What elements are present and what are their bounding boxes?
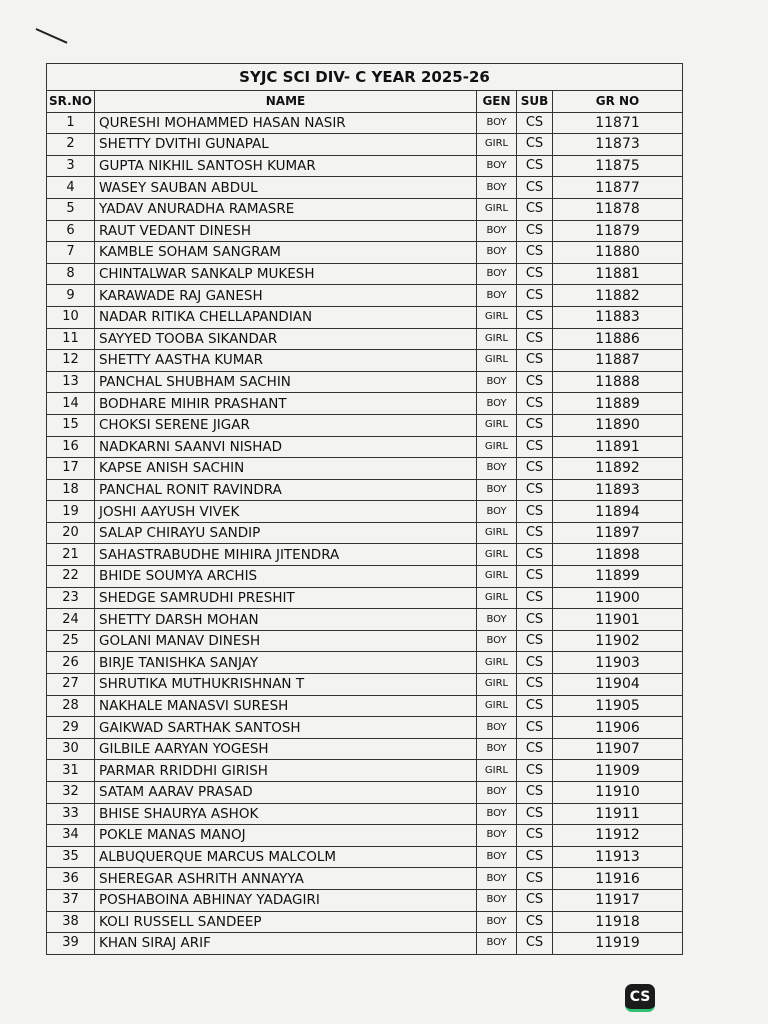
sr-no-cell: 26 [47, 652, 95, 674]
name-cell: GILBILE AARYAN YOGESH [95, 738, 477, 760]
table-row [47, 350, 683, 372]
name-cell: SATAM AARAV PRASAD [95, 782, 477, 804]
sr-no-cell: 38 [47, 911, 95, 933]
sr-no-cell: 24 [47, 609, 95, 631]
header-sr-no: SR.NO [47, 91, 95, 113]
subject-cell: CS [517, 414, 553, 436]
header-row [47, 91, 683, 113]
sr-no-cell: 25 [47, 630, 95, 652]
name-cell: NADKARNI SAANVI NISHAD [95, 436, 477, 458]
gender-cell: BOY [477, 825, 517, 847]
subject-cell: CS [517, 350, 553, 372]
gr-no-cell: 11901 [553, 609, 683, 631]
gr-no-cell: 11898 [553, 544, 683, 566]
gr-no-cell: 11899 [553, 566, 683, 588]
table-row [47, 782, 683, 804]
name-cell: BHISE SHAURYA ASHOK [95, 803, 477, 825]
gender-cell: GIRL [477, 674, 517, 696]
sr-no-cell: 37 [47, 889, 95, 911]
subject-cell: CS [517, 717, 553, 739]
sr-no-cell: 16 [47, 436, 95, 458]
name-cell: YADAV ANURADHA RAMASRE [95, 198, 477, 220]
gender-cell: BOY [477, 393, 517, 415]
subject-cell: CS [517, 242, 553, 264]
table-row [47, 134, 683, 156]
sr-no-cell: 34 [47, 825, 95, 847]
name-cell: ALBUQUERQUE MARCUS MALCOLM [95, 846, 477, 868]
gr-no-cell: 11894 [553, 501, 683, 523]
name-cell: POSHABOINA ABHINAY YADAGIRI [95, 889, 477, 911]
name-cell: GUPTA NIKHIL SANTOSH KUMAR [95, 155, 477, 177]
subject-cell: CS [517, 112, 553, 134]
table-row [47, 846, 683, 868]
table-body [47, 112, 683, 954]
table-row [47, 803, 683, 825]
gender-cell: BOY [477, 846, 517, 868]
subject-cell: CS [517, 738, 553, 760]
document-title: SYJC SCI DIV- C YEAR 2025-26 [47, 64, 683, 91]
name-cell: GOLANI MANAV DINESH [95, 630, 477, 652]
gender-cell: BOY [477, 889, 517, 911]
gender-cell: GIRL [477, 134, 517, 156]
gender-cell: GIRL [477, 587, 517, 609]
header-gen: GEN [477, 91, 517, 113]
name-cell: PARMAR RRIDDHI GIRISH [95, 760, 477, 782]
name-cell: JOSHI AAYUSH VIVEK [95, 501, 477, 523]
sr-no-cell: 32 [47, 782, 95, 804]
gender-cell: GIRL [477, 760, 517, 782]
subject-cell: CS [517, 782, 553, 804]
gr-no-cell: 11906 [553, 717, 683, 739]
gender-cell: BOY [477, 371, 517, 393]
sr-no-cell: 33 [47, 803, 95, 825]
subject-cell: CS [517, 544, 553, 566]
gr-no-cell: 11882 [553, 285, 683, 307]
gr-no-cell: 11892 [553, 458, 683, 480]
table-row [47, 285, 683, 307]
gr-no-cell: 11883 [553, 306, 683, 328]
table-row [47, 112, 683, 134]
table-row [47, 522, 683, 544]
table-row [47, 609, 683, 631]
sr-no-cell: 4 [47, 177, 95, 199]
subject-cell: CS [517, 177, 553, 199]
gr-no-cell: 11881 [553, 263, 683, 285]
gender-cell: GIRL [477, 522, 517, 544]
name-cell: GAIKWAD SARTHAK SANTOSH [95, 717, 477, 739]
subject-cell: CS [517, 522, 553, 544]
gr-no-cell: 11888 [553, 371, 683, 393]
gr-no-cell: 11879 [553, 220, 683, 242]
table-row [47, 220, 683, 242]
subject-cell: CS [517, 674, 553, 696]
gr-no-cell: 11912 [553, 825, 683, 847]
sr-no-cell: 15 [47, 414, 95, 436]
subject-cell: CS [517, 458, 553, 480]
sr-no-cell: 19 [47, 501, 95, 523]
name-cell: PANCHAL SHUBHAM SACHIN [95, 371, 477, 393]
gender-cell: BOY [477, 717, 517, 739]
gender-cell: BOY [477, 609, 517, 631]
subject-cell: CS [517, 587, 553, 609]
table-row [47, 306, 683, 328]
gender-cell: BOY [477, 738, 517, 760]
name-cell: SHRUTIKA MUTHUKRISHNAN T [95, 674, 477, 696]
name-cell: BODHARE MIHIR PRASHANT [95, 393, 477, 415]
sr-no-cell: 27 [47, 674, 95, 696]
gender-cell: GIRL [477, 350, 517, 372]
gr-no-cell: 11886 [553, 328, 683, 350]
gender-cell: GIRL [477, 306, 517, 328]
table-row [47, 263, 683, 285]
sr-no-cell: 20 [47, 522, 95, 544]
sr-no-cell: 35 [47, 846, 95, 868]
gender-cell: GIRL [477, 544, 517, 566]
name-cell: SAYYED TOOBA SIKANDAR [95, 328, 477, 350]
gr-no-cell: 11907 [553, 738, 683, 760]
sr-no-cell: 21 [47, 544, 95, 566]
table-row [47, 889, 683, 911]
name-cell: KARAWADE RAJ GANESH [95, 285, 477, 307]
subject-cell: CS [517, 306, 553, 328]
sr-no-cell: 1 [47, 112, 95, 134]
subject-cell: CS [517, 263, 553, 285]
gr-no-cell: 11871 [553, 112, 683, 134]
sr-no-cell: 8 [47, 263, 95, 285]
gender-cell: BOY [477, 911, 517, 933]
gender-cell: BOY [477, 630, 517, 652]
sr-no-cell: 22 [47, 566, 95, 588]
subject-cell: CS [517, 630, 553, 652]
name-cell: NADAR RITIKA CHELLAPANDIAN [95, 306, 477, 328]
subject-cell: CS [517, 328, 553, 350]
subject-cell: CS [517, 760, 553, 782]
sr-no-cell: 39 [47, 933, 95, 955]
table-row [47, 155, 683, 177]
sr-no-cell: 29 [47, 717, 95, 739]
sr-no-cell: 2 [47, 134, 95, 156]
table-row [47, 393, 683, 415]
gr-no-cell: 11909 [553, 760, 683, 782]
name-cell: KAPSE ANISH SACHIN [95, 458, 477, 480]
subject-cell: CS [517, 695, 553, 717]
name-cell: SAHASTRABUDHE MIHIRA JITENDRA [95, 544, 477, 566]
subject-cell: CS [517, 134, 553, 156]
gr-no-cell: 11919 [553, 933, 683, 955]
sr-no-cell: 13 [47, 371, 95, 393]
name-cell: WASEY SAUBAN ABDUL [95, 177, 477, 199]
gender-cell: BOY [477, 112, 517, 134]
table-row [47, 198, 683, 220]
gr-no-cell: 11891 [553, 436, 683, 458]
gr-no-cell: 11917 [553, 889, 683, 911]
name-cell: KAMBLE SOHAM SANGRAM [95, 242, 477, 264]
table-row [47, 825, 683, 847]
gr-no-cell: 11916 [553, 868, 683, 890]
gender-cell: BOY [477, 933, 517, 955]
name-cell: SHEDGE SAMRUDHI PRESHIT [95, 587, 477, 609]
sr-no-cell: 18 [47, 479, 95, 501]
table-row [47, 760, 683, 782]
gender-cell: GIRL [477, 695, 517, 717]
name-cell: NAKHALE MANASVI SURESH [95, 695, 477, 717]
table-row [47, 177, 683, 199]
table-row [47, 652, 683, 674]
name-cell: CHOKSI SERENE JIGAR [95, 414, 477, 436]
subject-cell: CS [517, 479, 553, 501]
table-row [47, 436, 683, 458]
sr-no-cell: 23 [47, 587, 95, 609]
sr-no-cell: 6 [47, 220, 95, 242]
sr-no-cell: 3 [47, 155, 95, 177]
subject-cell: CS [517, 868, 553, 890]
sr-no-cell: 9 [47, 285, 95, 307]
gr-no-cell: 11875 [553, 155, 683, 177]
sr-no-cell: 14 [47, 393, 95, 415]
gr-no-cell: 11877 [553, 177, 683, 199]
subject-cell: CS [517, 393, 553, 415]
name-cell: SHEREGAR ASHRITH ANNAYYA [95, 868, 477, 890]
student-list-table [46, 63, 683, 955]
subject-cell: CS [517, 285, 553, 307]
gr-no-cell: 11893 [553, 479, 683, 501]
table-row [47, 587, 683, 609]
gr-no-cell: 11904 [553, 674, 683, 696]
subject-cell: CS [517, 889, 553, 911]
gr-no-cell: 11878 [553, 198, 683, 220]
name-cell: QURESHI MOHAMMED HASAN NASIR [95, 112, 477, 134]
table-row [47, 242, 683, 264]
gr-no-cell: 11897 [553, 522, 683, 544]
table-row [47, 328, 683, 350]
subject-cell: CS [517, 846, 553, 868]
subject-cell: CS [517, 803, 553, 825]
table-row [47, 630, 683, 652]
subject-cell: CS [517, 155, 553, 177]
table-row [47, 458, 683, 480]
table-row [47, 933, 683, 955]
sr-no-cell: 17 [47, 458, 95, 480]
gender-cell: BOY [477, 177, 517, 199]
table-row [47, 566, 683, 588]
gender-cell: BOY [477, 458, 517, 480]
sr-no-cell: 5 [47, 198, 95, 220]
header-sub: SUB [517, 91, 553, 113]
gender-cell: GIRL [477, 436, 517, 458]
name-cell: RAUT VEDANT DINESH [95, 220, 477, 242]
pen-mark [36, 28, 68, 44]
subject-cell: CS [517, 825, 553, 847]
subject-cell: CS [517, 933, 553, 955]
table-row [47, 479, 683, 501]
table-row [47, 695, 683, 717]
gender-cell: GIRL [477, 652, 517, 674]
sr-no-cell: 12 [47, 350, 95, 372]
gender-cell: BOY [477, 263, 517, 285]
table-row [47, 414, 683, 436]
gr-no-cell: 11911 [553, 803, 683, 825]
table-row [47, 911, 683, 933]
sr-no-cell: 10 [47, 306, 95, 328]
gr-no-cell: 11889 [553, 393, 683, 415]
subject-cell: CS [517, 609, 553, 631]
gr-no-cell: 11900 [553, 587, 683, 609]
gr-no-cell: 11910 [553, 782, 683, 804]
name-cell: BHIDE SOUMYA ARCHIS [95, 566, 477, 588]
gender-cell: BOY [477, 868, 517, 890]
header-gr-no: GR NO [553, 91, 683, 113]
name-cell: KHAN SIRAJ ARIF [95, 933, 477, 955]
table-row [47, 544, 683, 566]
gender-cell: BOY [477, 242, 517, 264]
gr-no-cell: 11880 [553, 242, 683, 264]
table-row [47, 868, 683, 890]
sr-no-cell: 30 [47, 738, 95, 760]
name-cell: SHETTY DVITHI GUNAPAL [95, 134, 477, 156]
subject-cell: CS [517, 371, 553, 393]
sr-no-cell: 11 [47, 328, 95, 350]
gender-cell: BOY [477, 285, 517, 307]
subject-cell: CS [517, 566, 553, 588]
gender-cell: BOY [477, 501, 517, 523]
name-cell: SALAP CHIRAYU SANDIP [95, 522, 477, 544]
name-cell: SHETTY AASTHA KUMAR [95, 350, 477, 372]
gr-no-cell: 11887 [553, 350, 683, 372]
table-row [47, 717, 683, 739]
gender-cell: BOY [477, 479, 517, 501]
gr-no-cell: 11905 [553, 695, 683, 717]
gr-no-cell: 11902 [553, 630, 683, 652]
table-row [47, 501, 683, 523]
table-row [47, 674, 683, 696]
subject-cell: CS [517, 652, 553, 674]
name-cell: SHETTY DARSH MOHAN [95, 609, 477, 631]
sr-no-cell: 28 [47, 695, 95, 717]
sr-no-cell: 31 [47, 760, 95, 782]
subject-cell: CS [517, 501, 553, 523]
gender-cell: GIRL [477, 328, 517, 350]
gender-cell: GIRL [477, 198, 517, 220]
subject-cell: CS [517, 436, 553, 458]
table-row [47, 371, 683, 393]
header-name: NAME [95, 91, 477, 113]
sr-no-cell: 36 [47, 868, 95, 890]
gender-cell: BOY [477, 220, 517, 242]
gender-cell: GIRL [477, 566, 517, 588]
gender-cell: BOY [477, 803, 517, 825]
name-cell: KOLI RUSSELL SANDEEP [95, 911, 477, 933]
gr-no-cell: 11918 [553, 911, 683, 933]
subject-cell: CS [517, 911, 553, 933]
subject-cell: CS [517, 198, 553, 220]
camscanner-logo-icon: CS [625, 984, 655, 1012]
gr-no-cell: 11890 [553, 414, 683, 436]
sr-no-cell: 7 [47, 242, 95, 264]
name-cell: PANCHAL RONIT RAVINDRA [95, 479, 477, 501]
name-cell: BIRJE TANISHKA SANJAY [95, 652, 477, 674]
name-cell: POKLE MANAS MANOJ [95, 825, 477, 847]
gr-no-cell: 11873 [553, 134, 683, 156]
name-cell: CHINTALWAR SANKALP MUKESH [95, 263, 477, 285]
gender-cell: BOY [477, 155, 517, 177]
gr-no-cell: 11903 [553, 652, 683, 674]
gr-no-cell: 11913 [553, 846, 683, 868]
gender-cell: BOY [477, 782, 517, 804]
table-row [47, 738, 683, 760]
subject-cell: CS [517, 220, 553, 242]
gender-cell: GIRL [477, 414, 517, 436]
